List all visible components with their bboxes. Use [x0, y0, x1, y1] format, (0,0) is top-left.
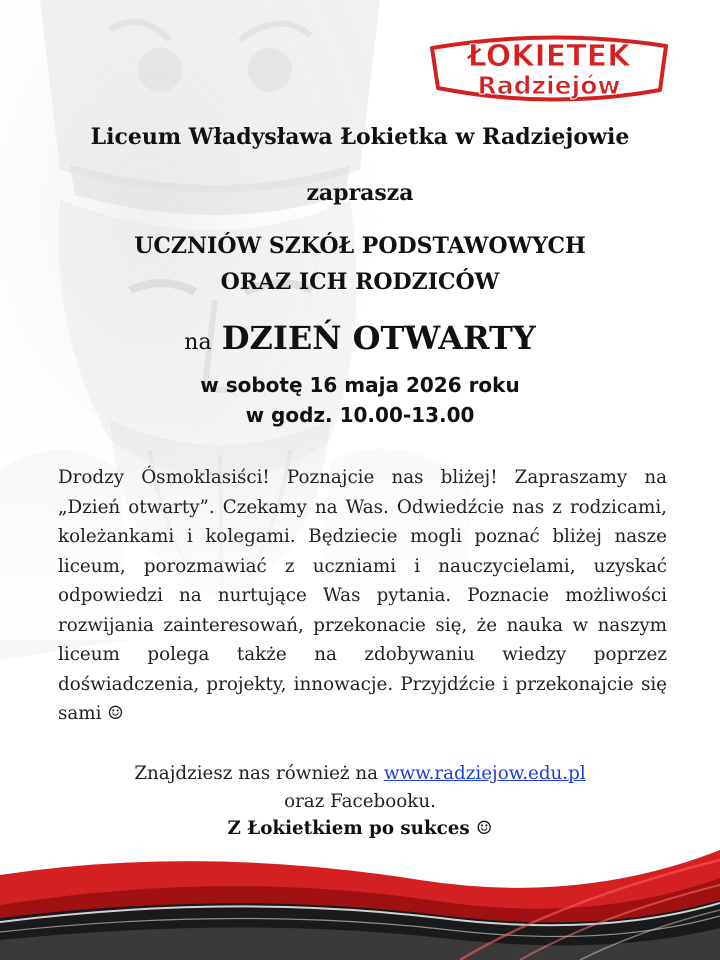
facebook-text: oraz Facebooku.	[284, 791, 436, 812]
motto: Z Łokietkiem po sukces ☺	[227, 818, 493, 839]
invites-word: zaprasza	[306, 180, 414, 206]
audience-line-1: UCZNIÓW SZKÓŁ PODSTAWOWYCH	[134, 233, 586, 259]
contact-info	[0, 760, 720, 816]
audience-line-2: ORAZ ICH RODZICÓW	[220, 269, 500, 295]
invitation-paragraph: Drodzy Ósmoklasiści! Poznajcie nas bliżej! Zapraszamy na „Dzień otwarty”. Czekamy na Was. Odwiedźcie nas z rodzicami, koleżankami i kolegami. Będziecie mogli poznać bliżej nasze liceum, porozmawiać z uczniami i nauczycielami, uzyskać odpowiedzi na nurtujące Was pytania. Poznacie możliwości rozwijania zainteresowań, przekonacie się, że nauka w naszym liceum polega także na zdobywaniu wiedzy poprzez doświadczenia, projekty, innowacje. Przyjdźcie i przekonajcie się sami ☺	[58, 467, 667, 724]
find-us-text: Znajdziesz nas również na	[134, 763, 379, 784]
event-datetime	[0, 370, 720, 430]
event-date: w sobotę 16 maja 2026 roku	[200, 373, 520, 397]
event-title	[0, 318, 720, 363]
logo-line-1: ŁOKIETEK	[467, 39, 631, 74]
event-name: DZIEŃ OTWARTY	[221, 319, 536, 357]
school-logo	[424, 26, 674, 108]
school-name: Liceum Władysława Łokietka w Radziejowie	[90, 124, 630, 150]
website-link[interactable]: www.radziejow.edu.pl	[383, 763, 586, 784]
event-prefix: na	[184, 330, 212, 355]
audience	[0, 228, 720, 300]
event-hours: w godz. 10.00-13.00	[245, 403, 475, 427]
logo-line-2: Radziejów	[477, 71, 621, 100]
